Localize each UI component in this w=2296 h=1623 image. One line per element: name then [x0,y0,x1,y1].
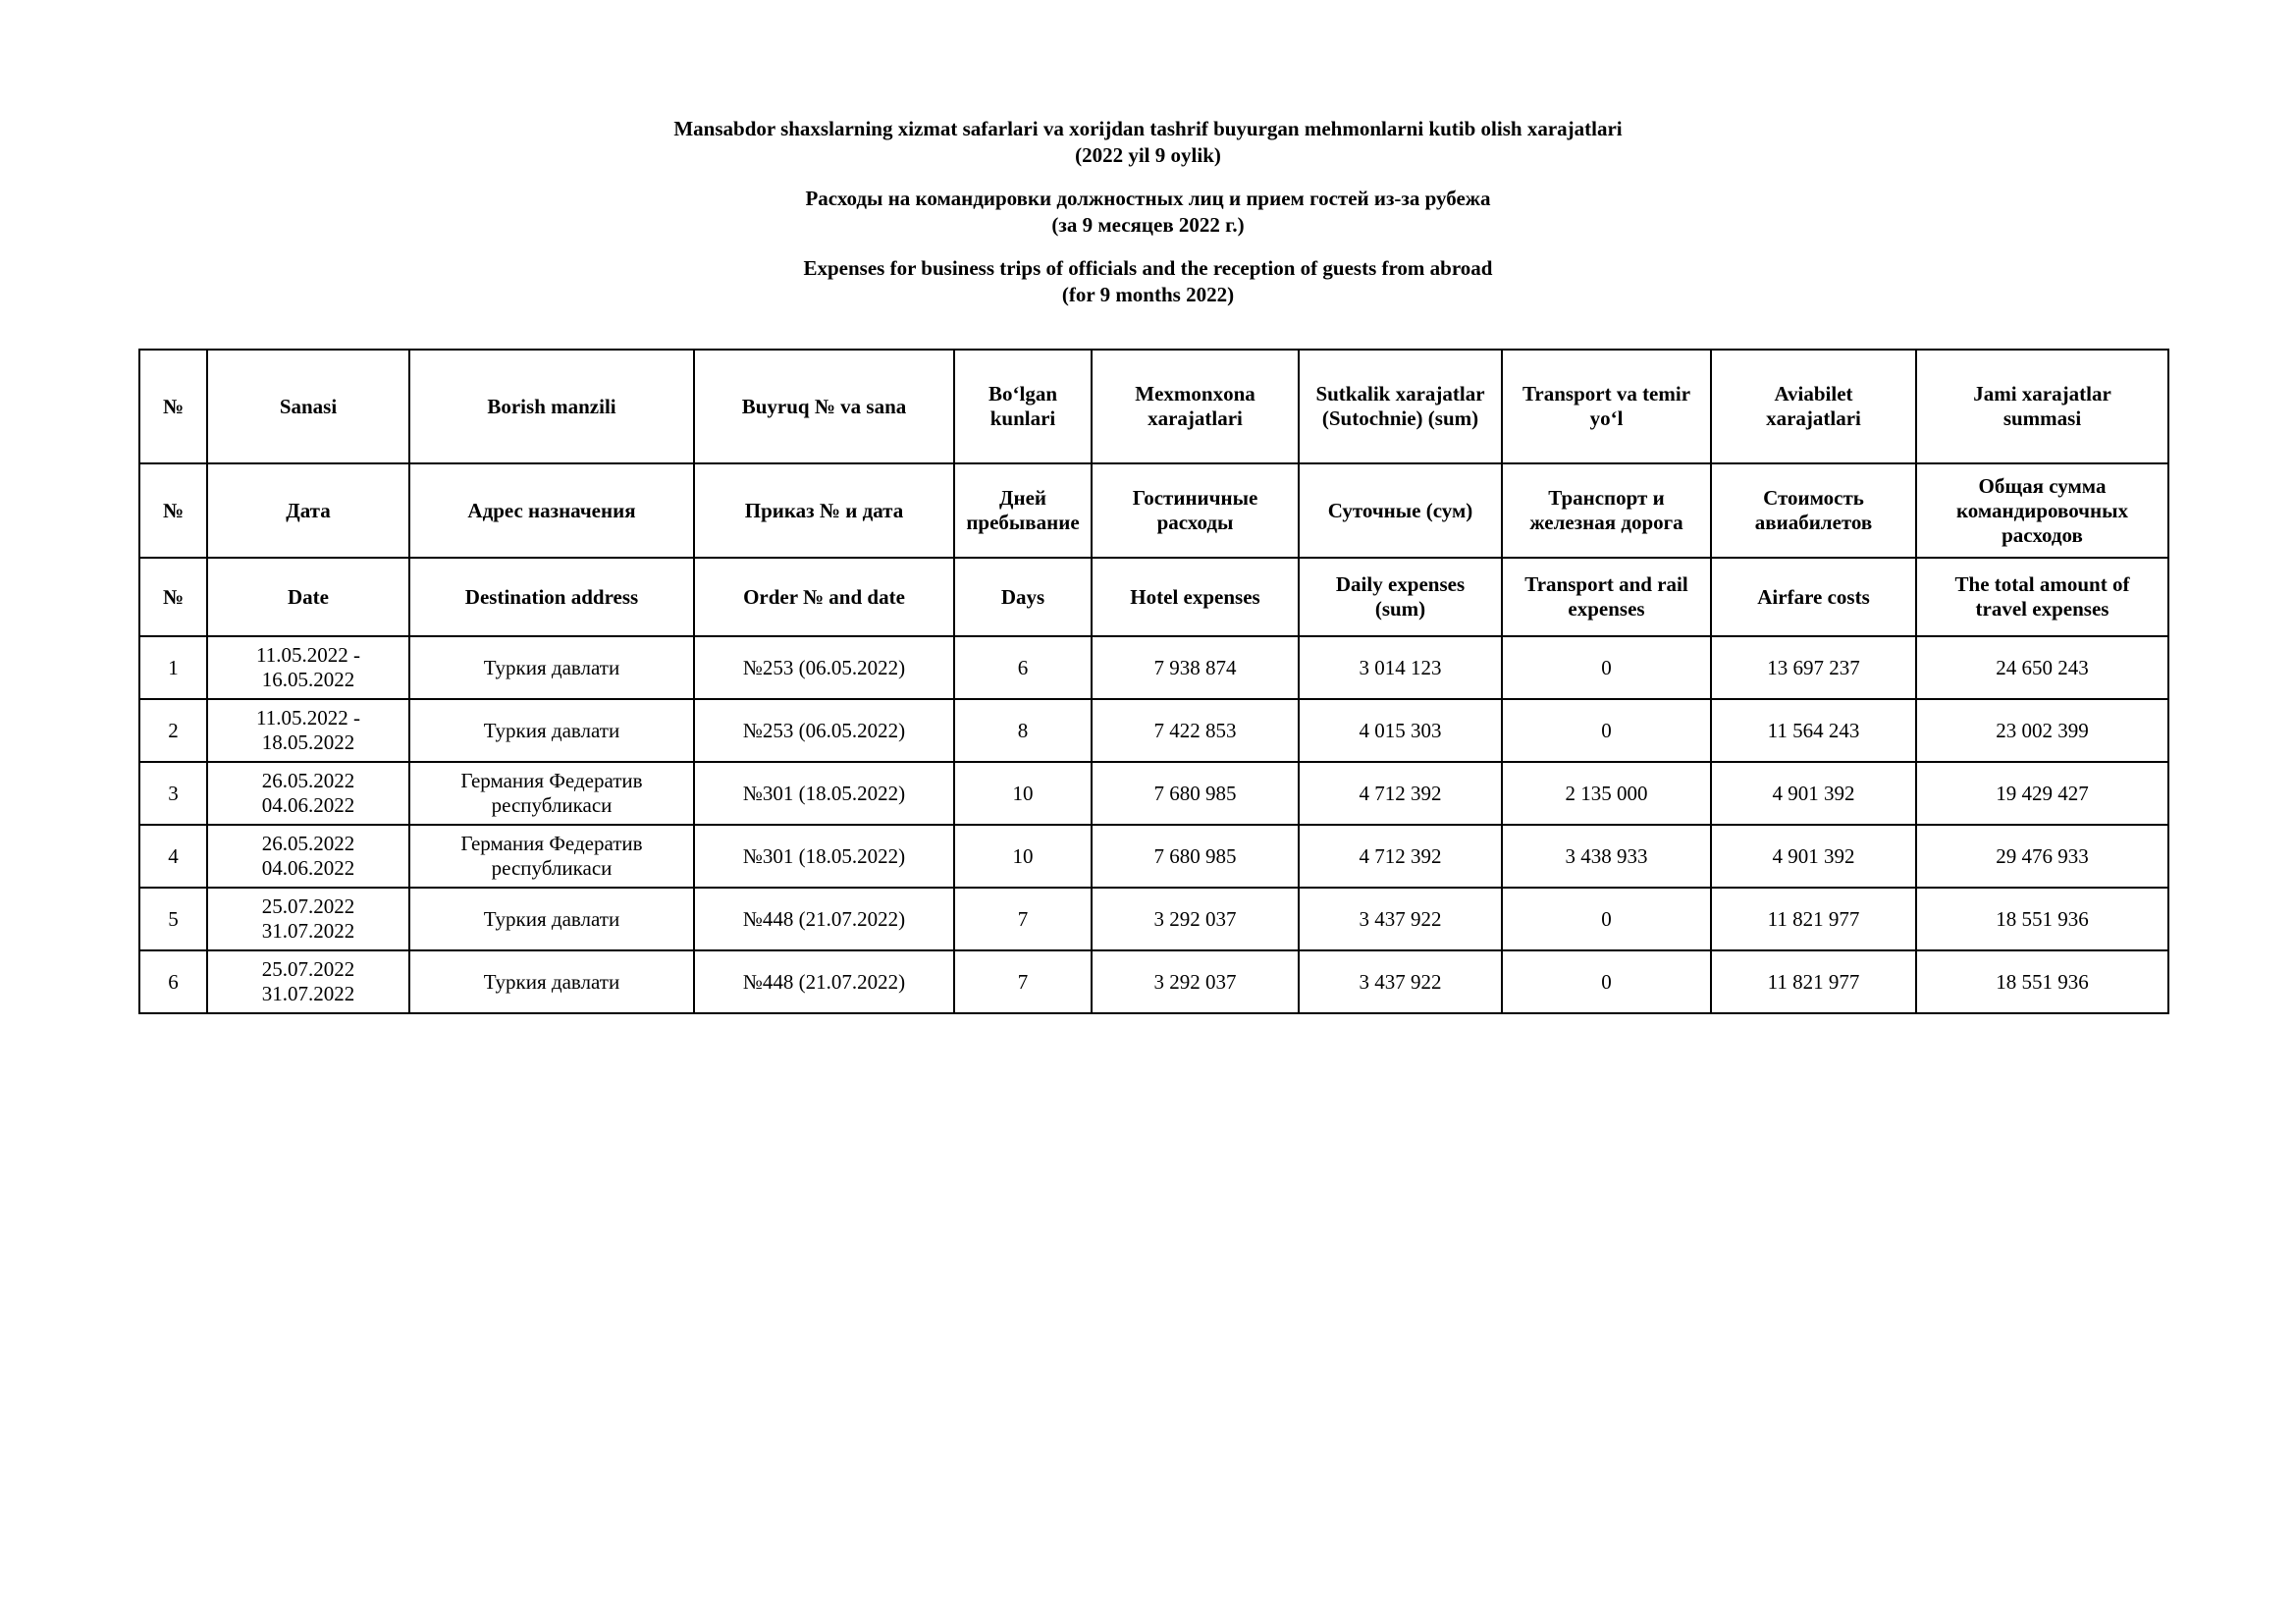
table-cell [1916,950,2168,1013]
table-cell [409,762,694,825]
header-cell-text: Гостиничные расходы [1132,486,1258,534]
header-cell-text: Приказ № и дата [744,498,904,522]
table-cell-text: Туркия давлати [483,655,620,679]
header-cell-text: Buyruq № va sana [741,394,907,418]
title-english [0,255,2296,308]
table-cell-text: 3 292 037 [1153,969,1237,994]
table-cell [139,950,207,1013]
title-russian-main: Расходы на командировки должностных лиц и прием гостей из-за рубежа [805,187,1491,210]
header-cell [1916,350,2168,463]
header-cell-text: № [162,584,185,609]
table-cell-text: 7 680 985 [1153,843,1237,868]
table-cell [409,825,694,888]
table-cell-text: 4 015 303 [1359,718,1442,742]
table-row [139,825,2168,888]
table-cell-text: 18 551 936 [1996,969,2089,994]
table-cell-text: 1 [168,655,179,679]
table-cell [409,950,694,1013]
table-cell [1092,950,1299,1013]
header-cell-text: Суточные (сум) [1327,498,1473,522]
table-cell-text: 7 938 874 [1153,655,1237,679]
table-cell [954,636,1092,699]
header-cell [694,558,954,636]
header-cell [954,463,1092,558]
expenses-table [138,349,2169,1014]
table-cell-text: 3 437 922 [1359,969,1442,994]
header-cell [207,463,409,558]
table-cell [1711,950,1916,1013]
header-cell [1916,558,2168,636]
table-cell-text: 4 712 392 [1359,843,1442,868]
table-cell-text: Германия Федератив республикаси [460,769,643,817]
header-cell [1299,350,1502,463]
header-cell-text: Days [1000,584,1045,609]
header-cell [694,463,954,558]
table-cell-text: 11.05.2022 - 18.05.2022 [256,706,360,754]
header-cell-text: Стоимость авиабилетов [1754,486,1873,534]
title-english-period: (for 9 months 2022) [1061,283,1235,306]
table-cell [1916,699,2168,762]
table-cell [1299,762,1502,825]
table-row [139,699,2168,762]
table-cell-text: 4 [168,843,179,868]
header-cell [1711,558,1916,636]
header-cell [1092,350,1299,463]
table-cell [1299,636,1502,699]
header-cell [954,350,1092,463]
table-cell [207,888,409,950]
table-cell [954,699,1092,762]
table-cell [694,636,954,699]
header-cell-text: Transport and rail expenses [1524,572,1688,621]
header-cell [409,350,694,463]
header-cell [1916,463,2168,558]
header-cell-text: Sanasi [279,394,338,418]
table-cell [1299,950,1502,1013]
table-cell-text: 0 [1601,969,1612,994]
header-cell [1299,463,1502,558]
table-cell-text: Туркия давлати [483,718,620,742]
table-cell-text: 6 [1017,655,1029,679]
table-cell [1092,762,1299,825]
table-cell-text: 23 002 399 [1996,718,2089,742]
table-cell [409,636,694,699]
table-cell [139,762,207,825]
table-cell [954,825,1092,888]
table-cell-text: 4 712 392 [1359,781,1442,805]
header-cell [1711,463,1916,558]
table-cell [139,888,207,950]
table-cell-text: №448 (21.07.2022) [742,969,906,994]
header-cell-text: Sutkalik xarajatlar (Sutochnie) (sum) [1315,382,1485,430]
table-cell-text: 26.05.2022 04.06.2022 [261,832,355,880]
table-cell [694,699,954,762]
header-cell-text: Destination address [464,584,639,609]
table-cell [1711,825,1916,888]
table-cell [1502,762,1711,825]
table-cell [1916,825,2168,888]
table-cell-text: 4 901 392 [1772,781,1855,805]
table-row [139,636,2168,699]
title-uzbek-main: Mansabdor shaxslarning xizmat safarlari va xorijdan tashrif buyurgan mehmonlarni kutib olish xarajatlari [673,117,1623,140]
table-cell-text: Туркия давлати [483,906,620,931]
table-cell-text: 3 438 933 [1565,843,1648,868]
table-cell [207,636,409,699]
table-cell-text: 25.07.2022 31.07.2022 [261,894,355,943]
header-cell-text: Общая сумма командировочных расходов [1955,473,2129,547]
table-cell-text: №301 (18.05.2022) [742,843,906,868]
header-cell-text: Aviabilet xarajatlari [1766,382,1861,430]
title-english-main: Expenses for business trips of officials and the reception of guests from abroad [803,256,1493,280]
header-cell [409,463,694,558]
table-cell [1916,636,2168,699]
table-cell-text: 24 650 243 [1996,655,2089,679]
table-cell-text: 0 [1601,718,1612,742]
table-cell-text: 13 697 237 [1767,655,1860,679]
table-cell-text: 3 014 123 [1359,655,1442,679]
header-cell-text: Дней пребывание [966,486,1080,534]
table-cell-text: 7 [1017,969,1029,994]
table-cell-text: 0 [1601,655,1612,679]
table-cell-text: №253 (06.05.2022) [742,655,906,679]
table-cell [1299,699,1502,762]
header-cell-text: Borish manzili [487,394,616,418]
header-cell [139,558,207,636]
table-row [139,762,2168,825]
table-cell-text: 11.05.2022 - 16.05.2022 [256,643,360,691]
header-cell [207,350,409,463]
table-cell-text: 5 [168,906,179,931]
header-cell [409,558,694,636]
table-cell-text: 11 564 243 [1767,718,1860,742]
table-cell-text: 7 680 985 [1153,781,1237,805]
table-cell [1092,825,1299,888]
table-cell [954,888,1092,950]
table-cell-text: 11 821 977 [1767,969,1860,994]
table-cell [139,825,207,888]
table-cell [1711,888,1916,950]
header-cell [139,463,207,558]
table-cell [1502,636,1711,699]
table-cell [207,699,409,762]
table-cell [139,699,207,762]
header-cell-text: Дата [286,498,331,522]
table-cell [1916,762,2168,825]
header-cell-text: Order № and date [743,584,905,609]
header-cell [1502,463,1711,558]
header-cell-text: Daily expenses (sum) [1335,572,1466,621]
table-cell-text: 10 [1012,781,1034,805]
table-cell [954,950,1092,1013]
header-cell-text: The total amount of travel expenses [1954,572,2130,621]
header-cell-text: Date [288,584,329,609]
document-titles [0,116,2296,308]
header-cell-text: № [162,394,185,418]
table-cell [1299,825,1502,888]
table-cell [1711,636,1916,699]
header-cell-text: Mexmonxona xarajatlari [1135,382,1255,430]
header-cell [139,350,207,463]
table-cell-text: 2 [168,718,179,742]
title-uzbek [0,116,2296,169]
header-cell-text: Адрес назначения [467,498,636,522]
header-cell [1092,463,1299,558]
table-cell-text: 7 422 853 [1153,718,1237,742]
table-cell-text: 18 551 936 [1996,906,2089,931]
table-cell-text: 10 [1012,843,1034,868]
table-cell [694,888,954,950]
table-cell-text: №448 (21.07.2022) [742,906,906,931]
table-cell-text: 6 [168,969,179,994]
table-cell-text: №253 (06.05.2022) [742,718,906,742]
table-cell-text: 3 [168,781,179,805]
table-cell [1916,888,2168,950]
header-cell [954,558,1092,636]
header-cell [1092,558,1299,636]
expenses-table-body [139,350,2168,1013]
header-cell-text: Transport va temir yo‘l [1522,382,1691,430]
title-russian-period: (за 9 месяцев 2022 г.) [1051,213,1245,237]
table-cell [1502,950,1711,1013]
table-cell [694,950,954,1013]
header-row-russian [139,463,2168,558]
header-cell-text: Транспорт и железная дорога [1529,486,1683,534]
header-cell-text: Bo‘lgan kunlari [988,382,1057,430]
table-cell [1711,699,1916,762]
table-cell [1092,699,1299,762]
table-cell [1502,699,1711,762]
table-cell-text: 4 901 392 [1772,843,1855,868]
table-cell-text: 3 437 922 [1359,906,1442,931]
table-cell-text: №301 (18.05.2022) [742,781,906,805]
table-cell [207,762,409,825]
header-cell [694,350,954,463]
header-cell [1502,558,1711,636]
table-cell [694,762,954,825]
title-uzbek-period: (2022 yil 9 oylik) [1075,143,1221,167]
table-cell [1092,888,1299,950]
table-cell [1299,888,1502,950]
header-cell [1299,558,1502,636]
header-row-english [139,558,2168,636]
header-cell [207,558,409,636]
header-cell-text: № [162,498,185,522]
title-russian [0,186,2296,239]
header-cell-text: Jami xarajatlar summasi [1973,382,2111,430]
header-cell-text: Airfare costs [1757,584,1870,609]
table-cell [954,762,1092,825]
table-cell [1092,636,1299,699]
table-cell [1502,825,1711,888]
table-cell-text: 29 476 933 [1996,843,2089,868]
header-row-uzbek [139,350,2168,463]
table-cell-text: 7 [1017,906,1029,931]
table-cell-text: 26.05.2022 04.06.2022 [261,769,355,817]
table-row [139,888,2168,950]
table-cell [1711,762,1916,825]
table-cell [1502,888,1711,950]
table-cell [207,950,409,1013]
table-cell-text: 3 292 037 [1153,906,1237,931]
table-cell-text: 2 135 000 [1565,781,1648,805]
header-cell-text: Hotel expenses [1130,584,1260,609]
table-cell-text: Туркия давлати [483,969,620,994]
table-cell [409,699,694,762]
table-cell [694,825,954,888]
table-cell [139,636,207,699]
table-cell-text: 19 429 427 [1996,781,2089,805]
table-cell-text: 8 [1017,718,1029,742]
table-cell-text: 11 821 977 [1767,906,1860,931]
table-cell-text: 0 [1601,906,1612,931]
table-row [139,950,2168,1013]
table-cell-text: 25.07.2022 31.07.2022 [261,957,355,1005]
header-cell [1711,350,1916,463]
table-cell [409,888,694,950]
table-cell [207,825,409,888]
table-cell-text: Германия Федератив республикаси [460,832,643,880]
header-cell [1502,350,1711,463]
